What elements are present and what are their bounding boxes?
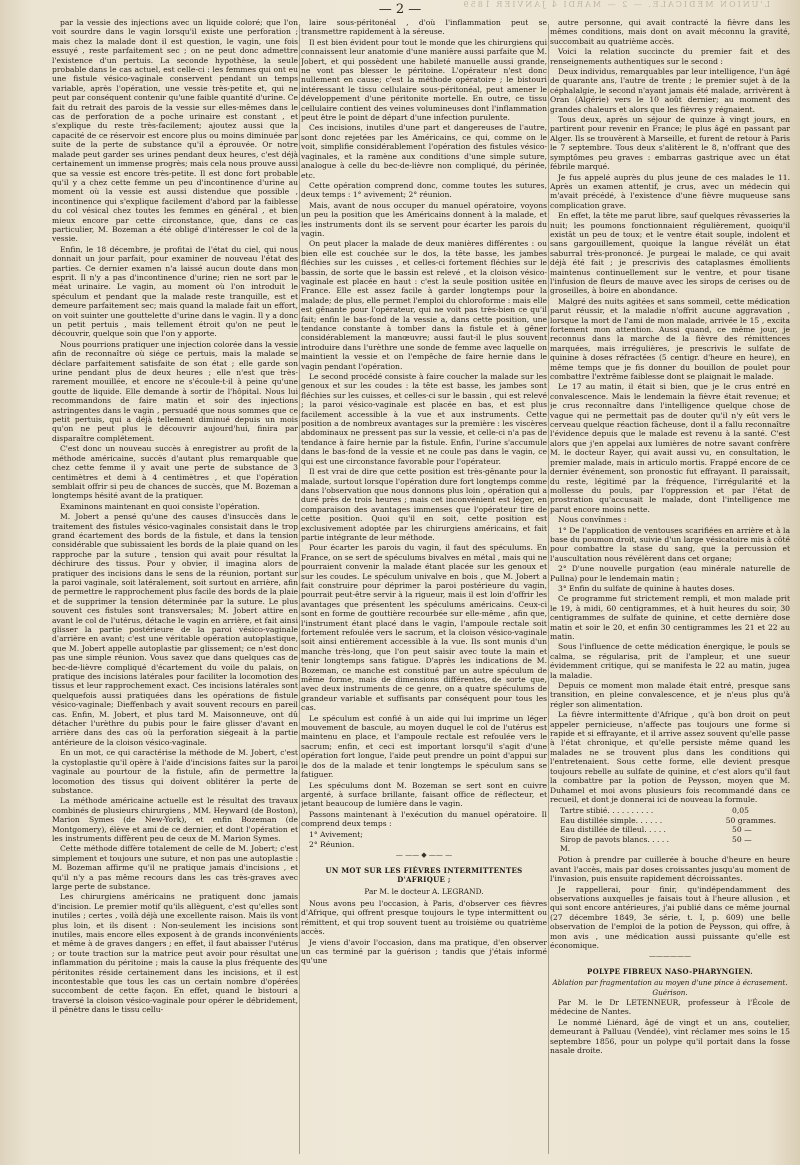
paragraph: Potion à prendre par cuillerée à bouche d'heure en heure avant l'accès, mais par doses croissantes jusqu'au moment de l'invasion, puis ensuite rapidement décroissantes. — [550, 855, 790, 884]
paragraph: Sous l'influence de cette médication énergique, le pouls se calma, se régularisa, prit de l'ampleur, et une sueur évidemment critique, qui se manifesta le 22 au matin, jugea la maladie. — [550, 642, 790, 680]
paragraph: Mais, avant de nous occuper du manuel opératoire, voyons un peu la position que les Américains donnent à la malade, et les instruments dont ils se servent pour écarter les parois du vagin. — [301, 200, 547, 238]
paragraph: Le spéculum est confié à un aide qui lui imprime un léger mouvement de bascule, au moyen duquel le col de l'utérus est maintenu en place, et l'ampoule rectale est refoulée vers le sacrum; enfin, et ceci est important lorsqu'il s'agit d'une opération fort longue, l'aide peut prendre un point d'appui sur le dos de la malade et tenir longtemps le spéculum sans se fatiguer. — [301, 713, 547, 780]
paragraph: Tous deux, après un séjour de quinze à vingt jours, en partirent pour revenir en France; le plus âgé en passant par Alger. Ils se trouvèrent à Marseille, et furent de retour à Paris le 7 septembre. Tous deux s'alitèrent le 8, n'offrant que des symptômes peu graves : embarras gastrique avec un état fébrile marqué. — [550, 115, 790, 172]
ingredient: Eau distillée de tilleul. . . . . — [560, 825, 666, 835]
page-number: — 2 — — [378, 2, 422, 17]
paragraph: Le 17 au matin, il était si bien, que je le crus entré en convalescence. Mais le lendemain la fièvre était revenue; et je crus reconnaître dans l'intelligence quelque chose de vague qui ne permettait pas de douter qu'il n'y eût vers le cerveau quelque réaction fâcheuse, dont il a fallu reconnaître l'évidence depuis que le malade est revenu à la santé. C'est alors que j'en appelai aux lumières de notre savant confrère M. le docteur Rayer, qui avait aussi vu, en consultation, le premier malade, mais in articulo mortis. Frappé encore de ce dernier événement, son pronostic fut effrayant. Il paraissait, du reste, légitimé par la fréquence, l'irrégularité et la mollesse du pouls, par l'oppression et par l'état de prostration qu'accusait le malade, dont l'intelligence me parut encore moins nette. — [550, 382, 790, 514]
paragraph: 1° Avivement; — [309, 829, 363, 839]
prescription-line — [560, 844, 790, 853]
quantity: 50 — — [732, 834, 752, 844]
paragraph: On peut placer la malade de deux manières différentes : ou bien elle est couchée sur le dos, la tête basse, les jambes fléchies sur les cuisses , et celles-ci fortement fléchies sur le bassin, de sorte que le bassin est relevé , et la cloison vésico-vaginale est placée en haut : c'est la seule position usitée en France. Elle est assez facile à garder longtemps pour la malade; de plus, elle permet l'emploi du chloroforme : mais elle est gênante pour l'opérateur, qui ne voit pas très-bien ce qu'il fait; enfin le bas-fond de la vessie a, dans cette position, une tendance constante à tomber dans la fistule et à gêner considérablement la manœuvre; aussi faut-il le plus souvent introduire dans l'urèthre une sonde de femme avec laquelle on maintient la vessie et on l'empêche de faire hernie dans le vagin pendant l'opération. — [301, 239, 547, 371]
text-column-1 — [52, 18, 298, 1158]
separator-ornament: — —— ◆ —— — — [395, 851, 453, 860]
paragraph: Deux individus, remarquables par leur intelligence, l'un âgé de quarante ans, l'autre de trente ; le premier sujet à de la céphalalgie, le second n'ayant jamais été malade, arrivèrent à Oran (Algérie) vers le 10 août dernier; au moment des grandes chaleurs et alors que les fièvres y régnaient. — [550, 67, 790, 114]
paragraph: Cette opération comprend donc, comme toutes les sutures, deux temps : 1° avivement; 2° réunion. — [301, 180, 547, 200]
paragraph: Ces incisions, inutiles d'une part et dangereuses de l'autre, sont donc rejetées par les Américains, ce qui, comme on le voit, simplifie considérablement l'opération des fistules vésico-vaginales, et la ramène aux conditions d'une simple suture, analogue à celle du bec-de-lièvre non compliqué, du périnée, etc. — [301, 123, 547, 180]
column-rule-2 — [548, 24, 549, 1154]
paragraph: 2° Réunion. — [309, 839, 355, 849]
prescription-line — [560, 835, 790, 844]
paragraph: 2° D'une nouvelle purgation (eau minérale naturelle de Pullna) pour le lendemain matin ; — [550, 564, 790, 583]
paragraph: Depuis ce moment mon malade était entré, presque sans transition, en pleine convalescence, et je n'eus plus qu'à régler son alimentation. — [550, 681, 790, 709]
paragraph: Je viens d'avoir l'occasion, dans ma pratique, d'en observer un cas terminé par la guérison ; tandis que j'étais informé qu'une — [301, 937, 547, 966]
paragraph: laire sous-péritonéal , d'où l'inflammation peut se transmettre rapidement à la séreuse. — [301, 18, 547, 37]
column-rule-1 — [299, 24, 300, 1154]
article-byline: Par M. le docteur A. LEGRAND. — [364, 886, 484, 896]
quantity: 50 — — [732, 825, 752, 835]
paragraph: La fièvre intermittente d'Afrique , qu'à bon droit on peut appeler pernicieuse, n'affecte pas toujours une forme si rapide et si effrayante, et il arrive assez souvent qu'elle passe à l'état chronique, et qu'elle persiste même quand les malades ne se trouvent plus dans les conditions qui l'entretenaient. Sous cette forme, elle devient presque toujours rebelle au sulfate de quinine, et c'est alors qu'il faut la combattre par la potion de Peysson, moyen que M. Duhamel et moi avons plusieurs fois recommandé dans ce recueil, et dont je donnerai ici de nouveau la formule. — [550, 710, 790, 804]
paragraph: En un mot, ce qui caractérise la méthode de M. Jobert, c'est la cystoplastie qu'il opère à l'aide d'incisions faites sur la paroi vaginale au pourtour de la fistule, afin de permettre la locomotion des tissus qui doivent oblitérer la perte de substance. — [52, 748, 298, 795]
prescription-line — [560, 806, 790, 815]
article-heading: UN MOT SUR LES FIÈVRES INTERMITTENTES D'AFRIQUE ; — [325, 865, 523, 885]
article-subtitle: Ablation par fragmentation au moyen d'une pince à écrasement. Guérison. — [552, 978, 788, 997]
paragraph: Nous pourrions pratiquer une injection colorée dans la vessie afin de reconnaître où siége ce pertuis, mais la malade se déclare parfaitement satisfaite de son état ; elle garde son urine pendant plus de deux heures ; elle n'est que très-rarement mouillée, et encore ne s'écoule-t-il à peine qu'une goutte de liquide. Elle demande à sortir de l'hôpital. Nous lui recommandons de faire matin et soir des injections astringentes dans le vagin , persuadé que nous sommes que ce petit pertuis, qui a déjà tellement diminué depuis un mois qu'on ne peut plus le découvrir aujourd'hui, finira par disparaître complétement. — [52, 339, 298, 443]
paragraph: Nous avons peu l'occasion, à Paris, d'observer ces fièvres d'Afrique, qui offrent presque toujours le type intermittent ou rémittent, et qui trop souvent tuent au troisième ou quatrième accès. — [301, 898, 547, 937]
article-heading: POLYPE FIBREUX NASO-PHARYNGIEN. — [587, 966, 753, 976]
prescription-formula — [560, 806, 790, 853]
paragraph: 3° Enfin du sulfate de quinine à hautes doses. — [558, 583, 735, 593]
paragraph: Le second procédé consiste à faire coucher la malade sur les genoux et sur les coudes : la tête est basse, les jambes sont fléchies sur les cuisses, et celles-ci sur le bassin , qui est relevé ; la paroi vésico-vaginale est placée en bas, et est plus facilement accessible à la vue et aux instruments. Cette position a de nombreux avantages sur la première : les viscères abdominaux ne pressent pas sur la vessie, et celle-ci n'a pas de tendance à faire hernie par la fistule. Enfin, l'urine s'accumule dans le bas-fond de la vessie et ne coule pas dans le vagin, ce qui est une circonstance favorable pour l'opérateur. — [301, 372, 547, 466]
paragraph: Le nommé Liénard, âgé de vingt et un ans, coutelier, demeurant à Palluau (Vendée), vint réclamer mes soins le 15 septembre 1856, pour un polype qu'il portait dans la fosse nasale droite. — [550, 1017, 790, 1056]
quantity — [732, 844, 776, 853]
paragraph: Enfin, le 18 décembre, je profitai de l'état du ciel, qui nous donnait un jour parfait, pour examiner de nouveau l'état des parties. Ce dernier examen n'a laissé aucun doute dans mon esprit. Il n'y a pas d'incontinence d'urine; rien ne sort par le méat urinaire. Le vagin, au moment où l'on introduit le spéculum et pendant que la malade reste tranquille, est et demeure parfaitement sec; mais quand la malade fait un effort, on voit suinter une gouttelette d'urine dans le vagin. Il y a donc un petit pertuis , mais tellement étroit qu'on ne peut le découvrir, quelque soin que l'on y apporte. — [52, 244, 298, 339]
paragraph: Les spéculums dont M. Bozeman se sert sont en cuivre argenté, à surface brillante, faisant office de réflecteur, et jetant beaucoup de lumière dans le vagin. — [301, 780, 547, 809]
text-column-2 — [301, 18, 547, 1158]
paragraph: Voici la relation succincte du premier fait et des renseignements authentiques sur le second : — [550, 47, 790, 66]
ingredient: Eau distillée simple. . . . . . — [560, 815, 663, 825]
paragraph: par la vessie des injections avec un liquide coloré; que l'on voit sourdre dans le vagin lorsqu'il existe une perforation ; mais chez la malade dont il est question, le vagin, une fois essuyé , reste parfaitement sec ; on ne peut donc admettre l'existence d'un pertuis. La seconde hypothèse, la seule probable dans le cas actuel, est celle-ci : les femmes qui ont eu une fistule vésico-vaginale conservent pendant un temps variable, après l'opération, une vessie très-petite et, qui ne peut par conséquent contenir qu'une faible quantité d'urine. Ce fait du retrait des parois de la vessie sur elles-mêmes dans le cas de perforation de a poche urinaire est constant , et s'explique du reste très-facilement; ajoutez aussi que la capacité de ce réservoir est encore plus ou moins diminuée par suite de la perte de substance qu'il a éprouvée. Or notre malade peut garder ses urines pendant deux heures, c'est déjà certainement un immense progrès; mais cela nous prouve aussi que sa vessie est encore très-petite. Il est donc fort probable qu'il y a chez cette femme un peu d'incontinence d'urine au moment où la vessie est aussi distendue que possible , incontinence qui s'explique facilement d'abord par la faiblesse du col vésical chez toutes les femmes en général , et bien mieux encore par cette circonstance, que, dans ce cas particulier, M. Bozeman a été obligé d'intéresser le col de la vessie. — [52, 18, 298, 244]
ingredient: Tartre stibié. . . . . . . . . . — [560, 806, 654, 816]
paragraph: Examinons maintenant en quoi consiste l'opération. — [60, 501, 260, 511]
prescription-line — [560, 816, 790, 825]
paragraph: Nous convînmes : — [558, 515, 627, 525]
quantity: 50 grammes. — [725, 815, 776, 825]
ingredient: M. — [560, 843, 571, 853]
paragraph: La méthode américaine actuelle est le résultat des travaux combinés de plusieurs chirurgiens , MM. Heyward (de Boston), Marion Symes (de New-York), et enfin Bozeman (de Montgomery), élève et ami de ce dernier, et dont l'opération et les instruments diffèrent peu de ceux de M. Marion Symes. — [52, 796, 298, 843]
paragraph: Il est bien évident pour tout le monde que les chirurgiens qui connaissent leur anatomie d'une manière aussi parfaite que M. Jobert, et qui possèdent une habileté manuelle aussi grande, ne vont pas blesser le péritoine. L'opérateur n'est donc nullement en cause; c'est la méthode opératoire ; le bistouri intéressant le tissu cellulaire sous-péritonéal, peut amener le développement d'une péritonite mortelle. En outre, ce tissu cellulaire contient des veines volumineuses dont l'inflammation peut être le point de départ d'une infection purulente. — [301, 37, 547, 123]
quantity: 0,05 — [732, 806, 749, 816]
paragraph: Je fus appelé auprès du plus jeune de ces malades le 11. Après un examen attentif, je crus, avec un médecin qui m'avait précédé, à l'existence d'une fièvre muqueuse sans complication grave. — [550, 172, 790, 210]
paragraph: Je rappellerai, pour finir, qu'indépendamment des observations auxquelles je faisais tout à l'heure allusion , et qui sont encore antérieures, j'ai publié dans ce même journal (27 décembre 1849, 3e série, t. I, p. 609) une belle observation de l'emploi de la potion de Peysson, qui offre, à mon avis , une médication aussi puissante qu'elle est économique. — [550, 884, 790, 950]
paragraph: Passons maintenant à l'exécution du manuel opératoire. Il comprend deux temps : — [301, 809, 547, 829]
ingredient: Sirop de pavots blancs. . . . . — [560, 834, 670, 844]
paragraph: C'est donc un nouveau succès à enregistrer au profit de la méthode américaine, succès d'autant plus remarquable que chez cette femme il y avait une perte de substance de 3 centimètres et demi à 4 centimètres , et que l'opération semblait offrir si peu de chances de succès, que M. Bozeman a longtemps hésité avant de la pratiquer. — [52, 444, 298, 501]
paragraph: Pour écarter les parois du vagin, il faut des spéculums. En France, on se sert de spéculums bivalves en métal , mais qui ne pourraient convenir la malade étant placée sur les genoux et sur les coudes. Le spéculum univalve en bois , que M. Jobert a fait construire pour déprimer la paroi postérieure du vagin, pourrait peut-être servir à la rigueur, mais il est loin d'offrir les avantages que présentent les spéculums américains. Ceux-ci sont en forme de gouttière recourbée sur elle-même , afin que, l'instrument étant placé dans le vagin, l'ampoule rectale soit fortement refoulée vers le sacrum, et la cloison vésico-vaginale soit ainsi entièrement accessible à la vue. Ils sont munis d'un manche très-long, que l'on peut saisir avec toute la main et tenir longtemps sans fatigue. D'après les indications de M. Bozeman, ce manche est constitué par un autre spéculum de même forme, mais de dimensions différentes, de sorte que, avec deux instruments de ce genre, on a quatre spéculums de grandeur variable et suffisants par conséquent pour tous les cas. — [301, 543, 547, 713]
paragraph: 1° De l'application de ventouses scarifiées en arrière et à la base du poumon droit, suivie d'un large vésicatoire mis à côté pour combattre la stase du sang, que la percussion et l'auscultation nous révélèrent dans cet organe; — [550, 525, 790, 563]
paragraph: Par M. le Dr LETENNEUR, professeur à l'École de médecine de Nantes. — [550, 998, 790, 1017]
paragraph: Ce programme fut strictement rempli, et mon malade prit le 19, à midi, 60 centigrammes, et à huit heures du soir, 30 centigrammes de sulfate de quinine, et cette dernière dose matin et soir le 20, et enfin 30 centigrammes les 21 et 22 au matin. — [550, 594, 790, 641]
paragraph: autre personne, qui avait contracté la fièvre dans les mêmes conditions, mais dont on avait méconnu la gravité, succombait au quatrième accès. — [550, 18, 790, 46]
paragraph: Les chirurgiens américains ne pratiquent donc jamais d'incision. Le premier motif qu'ils allèguent, c'est qu'elles sont inutiles ; certes , voilà déjà une excellente raison. Mais ils vont plus loin, et ils disent : Non-seulement les incisions sont inutiles, mais encore elles exposent à de grands inconvénients et même à de graves dangers ; en effet, il faut abaisser l'utérus ; or toute traction sur la matrice peut avoir pour résultat une inflammation du péritoine ; mais la cause la plus fréquente des péritonites réside certainement dans les incisions, et il est incontestable que tous les cas un certain nombre d'opérées succombent de cette façon. En effet, quand le bistouri a traversé la cloison vésico-vaginale pour opérer le débridement, il pénètre dans le tissu cellu- — [52, 892, 298, 1015]
paragraph: M. Jobert a pensé qu'une des causes d'insuccès dans le traitement des fistules vésico-vaginales consistait dans le trop grand écartement des bords de la fistule, et dans la tension considérable que subissaient les bords de la plaie quand on les rapproche par la suture , tension qui avait pour résultat la déchirure des tissus. Pour y obvier, il imagina alors de pratiquer des incisions dans le sens de la réunion, portant sur la paroi vaginale, soit latéralement, soit surtout en arrière, afin de permettre le rapprochement plus facile des bords de la plaie et de supprimer la tension déterminée par la suture. Le plus souvent ces fistules sont transversales; M. Jobert attire en avant le col de l'utérus, détache le vagin en arrière, et fait ainsi glisser la partie postérieure de la paroi vésico-vaginale d'arrière en avant; c'est une véritable opération autoplastique, que M. Jobert appelle autoplastie par glissement; ce n'est donc pas une simple réunion. Vous savez que dans quelques cas de bec-de-lièvre compliqué d'écartement du voile du palais, on pratique des incisions latérales pour faciliter la locomotion des tissus et leur rapprochement exact. Ces incisions latérales sont quelquefois aussi pratiquées dans les opérations de fistule vésico-vaginale; Dieffenbach y avait souvent recours en pareil cas. Enfin, M. Jobert, et plus tard M. Maisonneuve, ont dû détacher l'urèthre du pubis pour le faire glisser d'avant en arrière dans des cas où la perforation siégeait à la partie antérieure de la cloison vésico-vaginale. — [52, 512, 298, 747]
bleed-through-text: L'UNION MÉDICALE. — 2 — MARDI 4 JANVIER 1859 — [461, 0, 770, 9]
prescription-line — [560, 825, 790, 834]
text-column-3 — [550, 18, 790, 1158]
paragraph: En effet, la tête me parut libre, sauf quelques rêvasseries la nuit; les poumons fonctionnaient régulièrement, quoiqu'il existât un peu de toux; et le ventre était souple, indolent et sans gargouillement, quoique la langue révélât un état saburral très-prononcé. Je purgeai le malade, ce qui avait déjà été fait ; je prescrivis des cataplasmes émollients maintenus continuellement sur le ventre, et pour tisane l'infusion de fleurs de mauve avec les sirops de cerises ou de groseilles, à boire en abondance. — [550, 211, 790, 296]
paragraph: Il est vrai de dire que cette position est très-gênante pour la malade, surtout lorsque l'opération dure fort longtemps comme dans l'observation que nous donnons plus loin , opération qui a duré près de trois heures ; mais cet inconvénient est léger, en comparaison des avantages immenses que l'opérateur tire de cette position. Quoi qu'il en soit, cette position est exclusivement adoptée par les chirurgiens américains, et fait partie intégrante de leur méthode. — [301, 467, 547, 542]
paragraph: Malgré des nuits agitées et sans sommeil, cette médication parut réussir, et la maladie n'offrit aucune aggravation , lorsque la mort de l'ami de mon malade, arrivée le 15 , excita fortement mon attention. Aussi quand, ce même jour, je reconnus dans la marche de la fièvre des rémittences marquées, mais irrégulières, je prescrivis le sulfate de quinine à doses réfractées (5 centigr. d'heure en heure), en même temps que je fis donner du bouillon de poulet pour combattre l'extrême faiblesse dont se plaignait le malade. — [550, 296, 790, 382]
paragraph: Cette méthode diffère totalement de celle de M. Jobert; c'est simplement et toujours une suture, et non pas une autoplastie : M. Bozeman affirme qu'il ne pratique jamais d'incisions , et qu'il n'y a pas même recours dans les cas très-graves avec large perte de substance. — [52, 844, 298, 891]
separator-ornament: —————— — [649, 952, 691, 961]
